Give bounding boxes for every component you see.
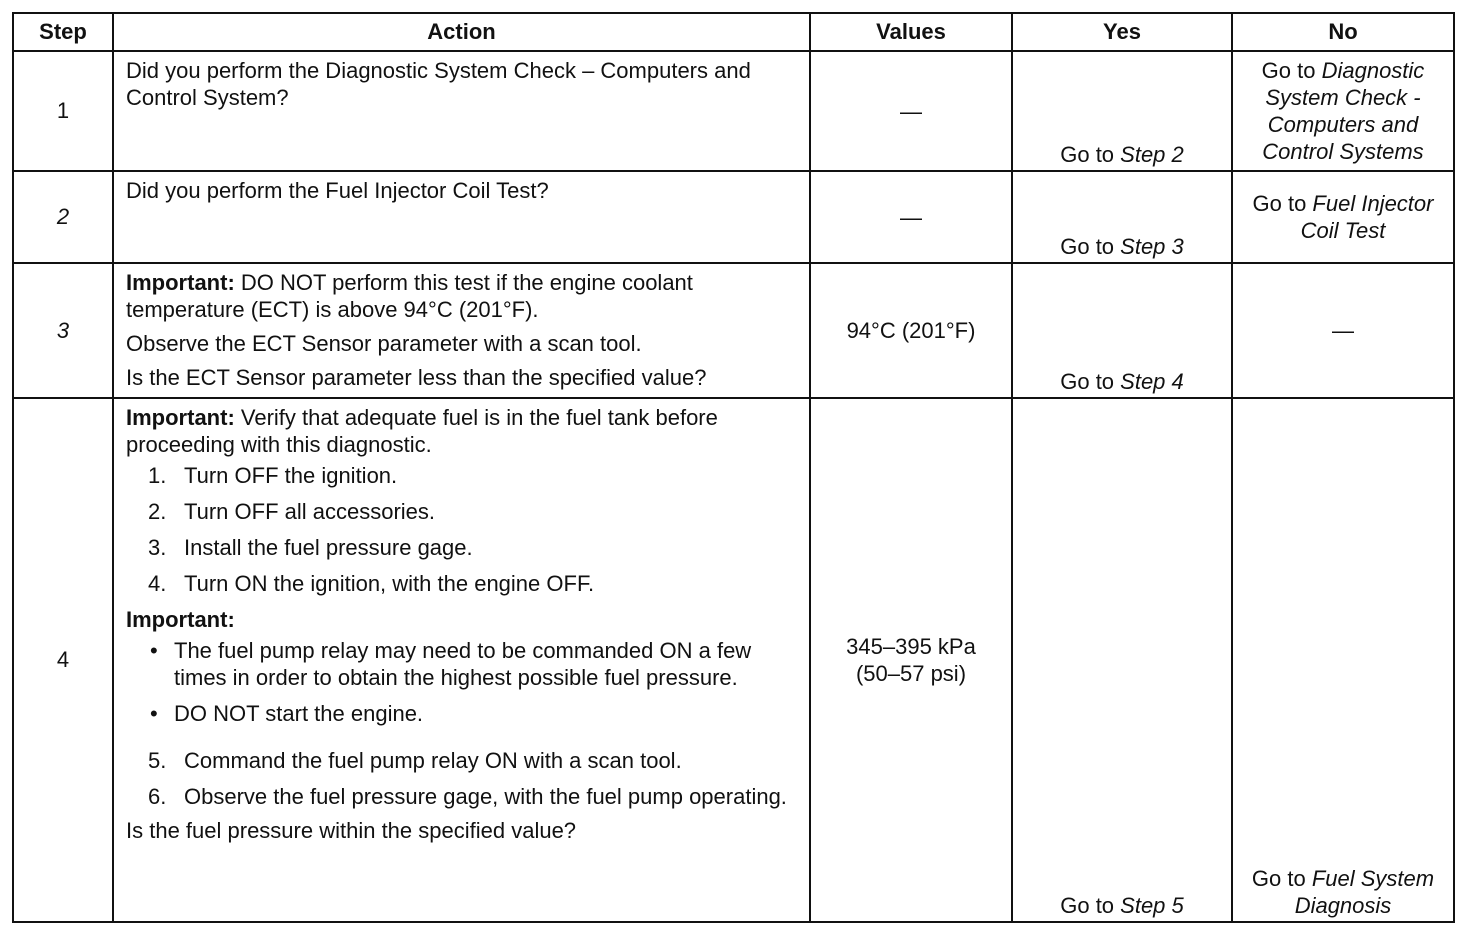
no-prefix: Go to	[1251, 866, 1312, 891]
important-label: Important:	[126, 405, 235, 430]
important-text: Verify that adequate fuel is in the fuel tank before proceeding with this diagnostic.	[126, 405, 718, 457]
diagnostic-table	[12, 12, 1455, 923]
list-text: Turn OFF the ignition.	[184, 463, 398, 488]
list-number: 2.	[148, 499, 167, 524]
important-note	[126, 404, 801, 458]
list-text: Command the fuel pump relay ON with a scan tool.	[184, 748, 682, 773]
no-cell	[1232, 171, 1454, 263]
no-link[interactable]: Fuel System Diagnosis	[1294, 866, 1435, 918]
procedure-list	[126, 462, 801, 597]
step-number: 4	[13, 398, 113, 922]
no-link[interactable]: Diagnostic System Check - Computers and Control Systems	[1262, 58, 1425, 164]
header-values: Values	[810, 13, 1012, 51]
table-row	[13, 171, 1454, 263]
values-cell: 94°C (201°F)	[810, 263, 1012, 398]
important-label: Important:	[126, 607, 235, 632]
list-text: Observe the fuel pressure gage, with the fuel pump operating.	[184, 784, 787, 809]
table-row	[13, 398, 1454, 922]
no-cell	[1232, 51, 1454, 171]
action-cell	[113, 398, 810, 922]
list-text: The fuel pump relay may need to be commanded ON a few times in order to obtain the highest possible fuel pressure.	[174, 638, 752, 690]
list-number: 6.	[148, 784, 167, 809]
important-label: Important:	[126, 270, 235, 295]
important-heading	[126, 606, 801, 633]
no-cell	[1232, 398, 1454, 922]
list-item	[126, 783, 801, 810]
header-action: Action	[113, 13, 810, 51]
yes-link[interactable]: Step 3	[1120, 234, 1184, 259]
list-item	[126, 462, 801, 489]
yes-cell	[1012, 263, 1232, 398]
list-item	[126, 498, 801, 525]
values-cell: —	[810, 171, 1012, 263]
yes-cell	[1012, 398, 1232, 922]
action-cell	[113, 171, 810, 263]
step-number: 2	[13, 171, 113, 263]
no-link[interactable]: Fuel Injector Coil Test	[1300, 190, 1434, 243]
yes-cell	[1012, 51, 1232, 171]
table-row	[13, 263, 1454, 398]
header-no: No	[1232, 13, 1454, 51]
step-number: 3	[13, 263, 113, 398]
action-cell	[113, 263, 810, 398]
question-text: Is the ECT Sensor parameter less than the specified value?	[126, 365, 707, 390]
bullet-icon: •	[150, 701, 158, 726]
question-text: Is the fuel pressure within the specified value?	[126, 818, 577, 843]
yes-prefix: Go to	[1060, 234, 1121, 259]
header-yes: Yes	[1012, 13, 1232, 51]
yes-link[interactable]: Step 5	[1120, 893, 1184, 918]
step-number: 1	[13, 51, 113, 171]
important-text: DO NOT perform this test if the engine coolant temperature (ECT) is above 94°C (201°F).	[126, 270, 693, 322]
table-row	[13, 51, 1454, 171]
important-note	[126, 269, 801, 323]
yes-prefix: Go to	[1060, 369, 1121, 394]
list-number: 5.	[148, 748, 167, 773]
no-prefix: Go to	[1261, 58, 1322, 83]
yes-prefix: Go to	[1060, 893, 1121, 918]
yes-link[interactable]: Step 4	[1120, 369, 1184, 394]
header-row	[13, 13, 1454, 51]
list-text: Turn OFF all accessories.	[184, 499, 436, 524]
list-text: Install the fuel pressure gage.	[184, 535, 473, 560]
bullet-icon: •	[150, 638, 158, 663]
action-text: Did you perform the Fuel Injector Coil Test?	[126, 178, 549, 203]
list-item	[126, 534, 801, 561]
action-text: Observe the ECT Sensor parameter with a scan tool.	[126, 331, 642, 356]
list-item	[126, 570, 801, 597]
values-line: 345–395 kPa	[846, 634, 976, 659]
values-cell: —	[810, 51, 1012, 171]
list-item	[126, 637, 801, 691]
action-cell	[113, 51, 810, 171]
list-item	[126, 747, 801, 774]
yes-prefix: Go to	[1060, 142, 1121, 167]
values-cell	[810, 398, 1012, 922]
bullet-list	[126, 637, 801, 727]
list-number: 3.	[148, 535, 167, 560]
action-text: Did you perform the Diagnostic System Check – Computers and Control System?	[126, 58, 751, 110]
yes-cell	[1012, 171, 1232, 263]
procedure-list	[126, 747, 801, 810]
list-item	[126, 700, 801, 727]
list-text: DO NOT start the engine.	[174, 701, 424, 726]
list-number: 1.	[148, 463, 167, 488]
values-line: (50–57 psi)	[855, 661, 967, 686]
no-cell: —	[1232, 263, 1454, 398]
list-text: Turn ON the ignition, with the engine OFF.	[184, 571, 595, 596]
no-prefix: Go to	[1252, 190, 1313, 216]
list-number: 4.	[148, 571, 167, 596]
header-step: Step	[13, 13, 113, 51]
yes-link[interactable]: Step 2	[1120, 142, 1184, 167]
